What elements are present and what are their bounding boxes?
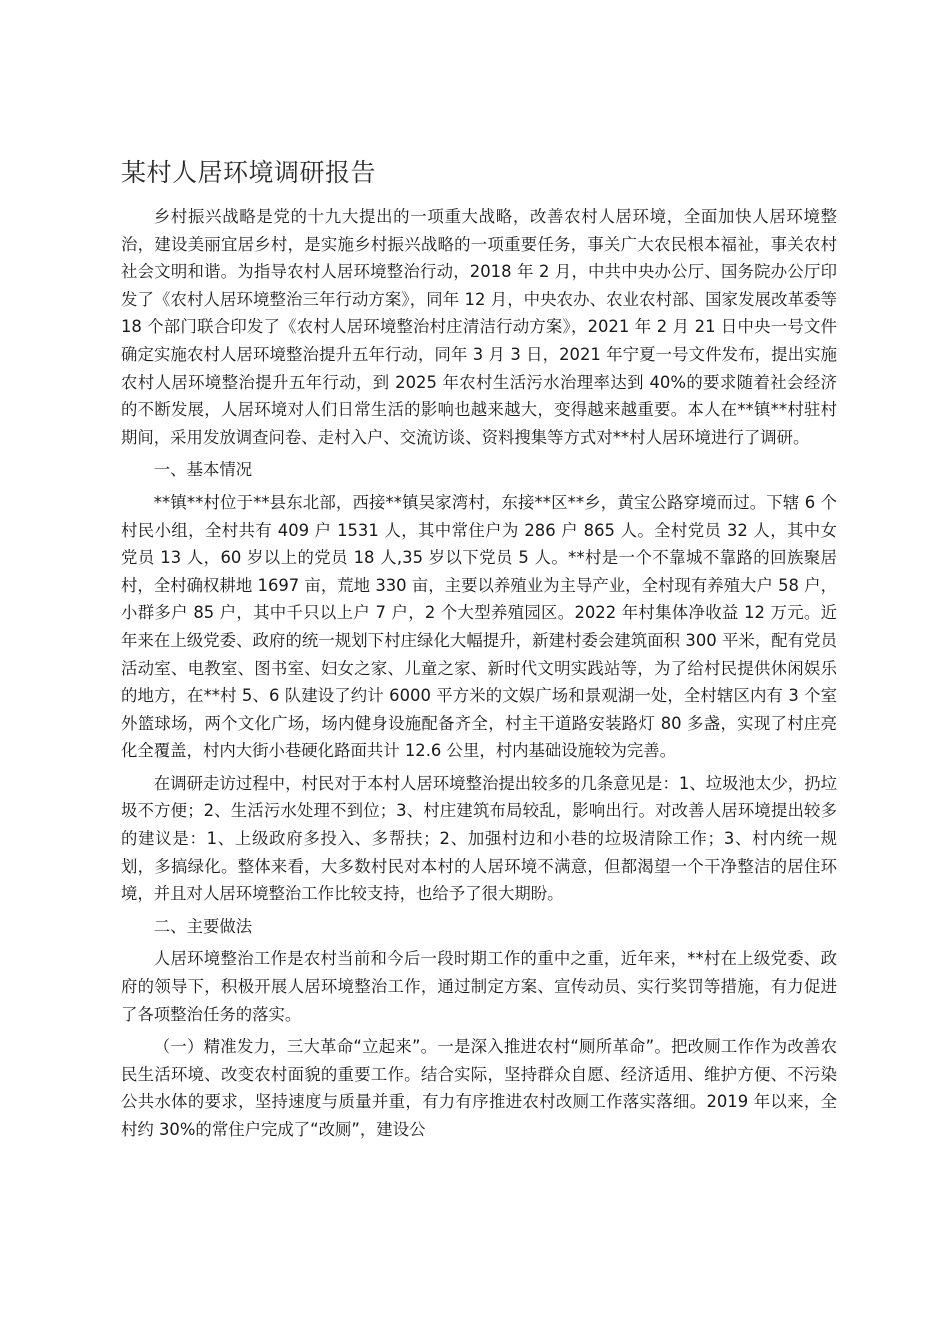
section-heading-main-practices: 二、主要做法 (153, 916, 253, 936)
main-practices-paragraph: 人居环境整治工作是农村当前和今后一段时期工作的重中之重，近年来，**村在上级党委、政府的领导下，积极开展人居环境整治工作，通过制定方案、宣传动员、实行奖罚等措施，有力促进了各项整治任务的落实。 (121, 949, 837, 1024)
intro-paragraph: 乡村振兴战略是党的十九大提出的一项重大战略，改善农村人居环境，全面加快人居环境整治，建设美丽宜居乡村，是实施乡村振兴战略的一项重要任务，事关广大农民根本福祉，事关农村社会文明和谐。为指导农村人居环境整治行动，2018 年 2 月，中共中央办公厅、国务院办公厅印发了《农村人居环境整治三年行动方案》，同年 12 月，中央农办、农业农村部、国家发展改革委等 18 个部门联合印发了《农村人居环境整治村庄清洁行动方案》，2021 年 2 月 21 日中央一号文件确定实施农村人居环境整治提升五年行动，同年 3 月 3 日，2021 年宁夏一号文件发布，提出实施农村人居环境整治提升五年行动，到 2025 年农村生活污水治理率达到 40%的要求随着社会经济的不断发展，人居环境对人们日常生活的影响也越来越大，变得越来越重要。本人在**镇**村驻村期间，采用发放调查问卷、走村入户、交流访谈、资料搜集等方式对**村人居环境进行了调研。 (121, 207, 837, 447)
basic-situation-paragraph: **镇**村位于**县东北部，西接**镇吴家湾村，东接**区**乡，黄宝公路穿境而过。下辖 6 个村民小组，全村共有 409 户 1531 人，其中常住户为 286 户 865 人。全村党员 32 人，其中女党员 13 人，60 岁以上的党员 18 人,35 岁以下党员 5 人。**村是一个不靠城不靠路的回族聚居村，全村确权耕地 1697 亩，荒地 330 亩，主要以养殖业为主导产业，全村现有养殖大户 58 户，小群多户 85 户，其中千只以上户 7 户，2 个大型养殖园区。2022 年村集体净收益 12 万元。近年来在上级党委、政府的统一规划下村庄绿化大幅提升，新建村委会建筑面积 300 平米，配有党员活动室、电教室、图书室、妇女之家、儿童之家、新时代文明实践站等，为了给村民提供休闲娱乐的地方，在**村 5、6 队建设了约计 6000 平方米的文娱广场和景观湖一处，全村辖区内有 3 个室外篮球场，两个文化广场，场内健身设施配备齐全，村主干道路安装路灯 80 多盏，实现了村庄亮化全覆盖，村内大街小巷硬化路面共计 12.6 公里，村内基础设施较为完善。 (121, 492, 837, 761)
document-title: 某村人居环境调研报告 (121, 158, 377, 187)
document-body (121, 148, 837, 1149)
section-heading-basic-situation: 一、基本情况 (153, 460, 253, 480)
toilet-revolution-paragraph: （一）精准发力，三大革命“立起来”。一是深入推进农村“厕所革命”。把改厕工作作为改善农民生活环境、改变农村面貌的重要工作。结合实际，坚持群众自愿、经济适用、维护方便、不污染公共水体的要求，坚持速度与质量并重，有力有序推进农村改厕工作落实落细。2019 年以来，全村约 30%的常住户完成了“改厕”，建设公 (121, 1037, 837, 1139)
survey-feedback-paragraph: 在调研走访过程中，村民对于本村人居环境整治提出较多的几条意见是：1、垃圾池太少，扔垃圾不方便；2、生活污水处理不到位；3、村庄建筑布局较乱，影响出行。对改善人居环境提出较多的建议是：1、上级政府多投入、多帮扶；2、加强村边和小巷的垃圾清除工作；3、村内统一规划，多搞绿化。整体来看，大多数村民对本村的人居环境不满意，但都渴望一个干净整洁的居住环境，并且对人居环境整治工作比较支持，也给予了很大期盼。 (121, 773, 837, 904)
